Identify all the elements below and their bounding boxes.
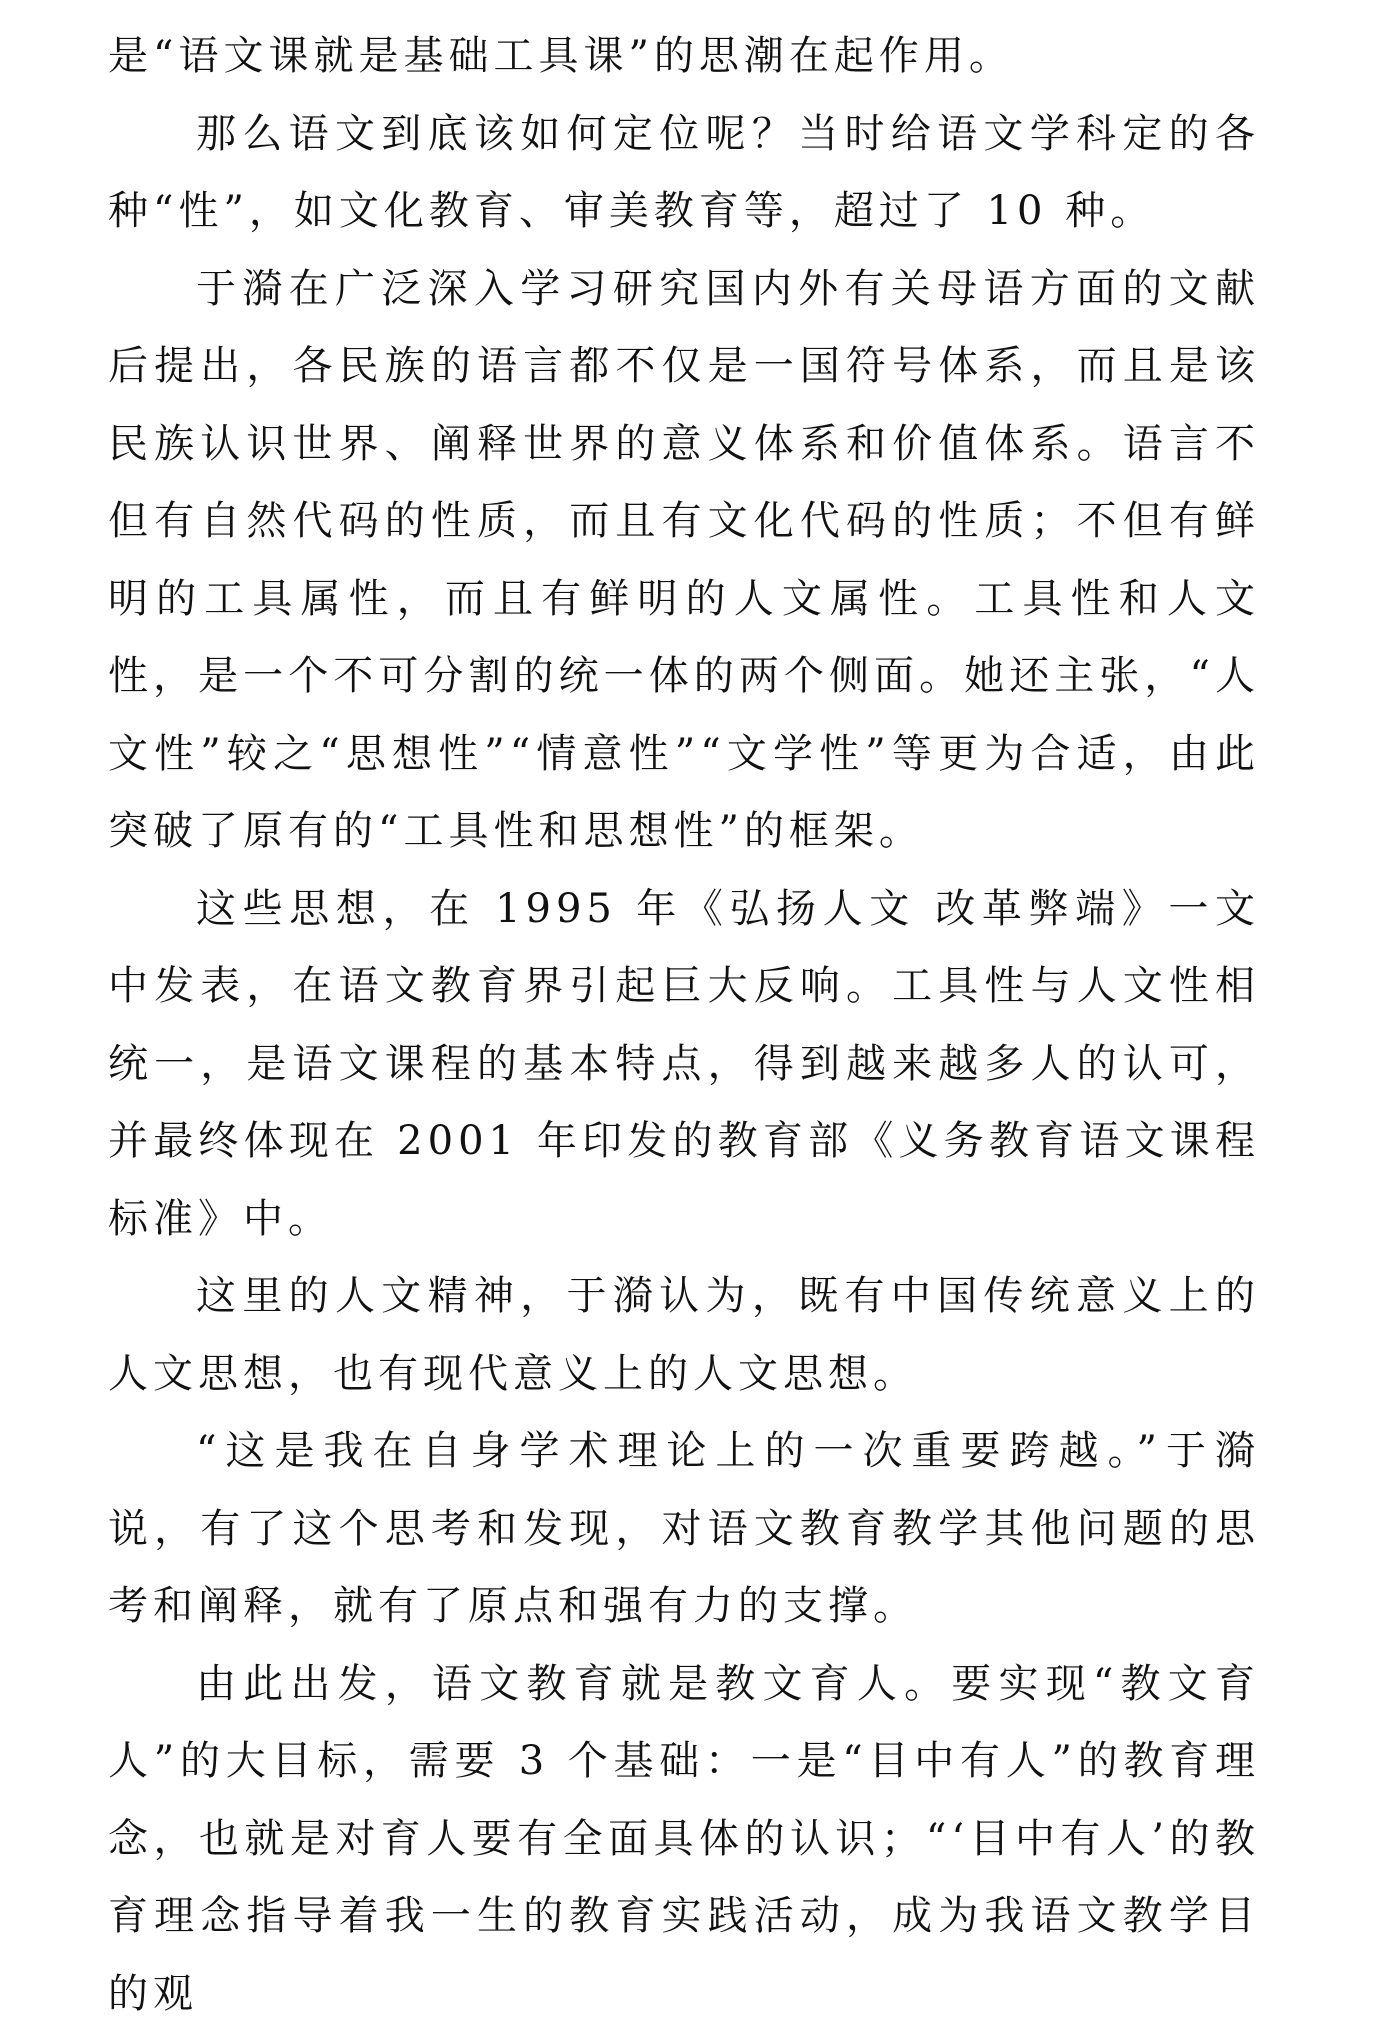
paragraph-2: 那么语文到底该如何定位呢？当时给语文学科定的各种“性”，如文化教育、审美教育等，超过了 10 种。: [108, 96, 1260, 251]
paragraph-4: 这些思想，在 1995 年《弘扬人文 改革弊端》一文中发表，在语文教育界引起巨大反响。工具性与人文性相统一，是语文课程的基本特点，得到越来越多人的认可，并最终体现在 2001 年印发的教育部《义务教育语文课程标准》中。: [108, 871, 1260, 1259]
paragraph-6: “这是我在自身学术理论上的一次重要跨越。”于漪说，有了这个思考和发现，对语文教育教学其他问题的思考和阐释，就有了原点和强有力的支撑。: [108, 1413, 1260, 1646]
paragraph-7: 由此出发，语文教育就是教文育人。要实现“教文育人”的大目标，需要 3 个基础：一是“目中有人”的教育理念，也就是对育人要有全面具体的认识；“‘目中有人’的教育理念指导着我一生的教育实践活动，成为我语文教学目的观: [108, 1646, 1260, 2033]
paragraph-3: 于漪在广泛深入学习研究国内外有关母语方面的文献后提出，各民族的语言都不仅是一国符号体系，而且是该民族认识世界、阐释世界的意义体系和价值体系。语言不但有自然代码的性质，而且有文化代码的性质；不但有鲜明的工具属性，而且有鲜明的人文属性。工具性和人文性，是一个不可分割的统一体的两个侧面。她还主张，“人文性”较之“思想性”“情意性”“文学性”等更为合适，由此突破了原有的“工具性和思想性”的框架。: [108, 251, 1260, 871]
article-body: [108, 18, 1260, 2033]
paragraph-1: 是“语文课就是基础工具课”的思潮在起作用。: [108, 18, 1260, 96]
paragraph-5: 这里的人文精神，于漪认为，既有中国传统意义上的人文思想，也有现代意义上的人文思想。: [108, 1258, 1260, 1413]
